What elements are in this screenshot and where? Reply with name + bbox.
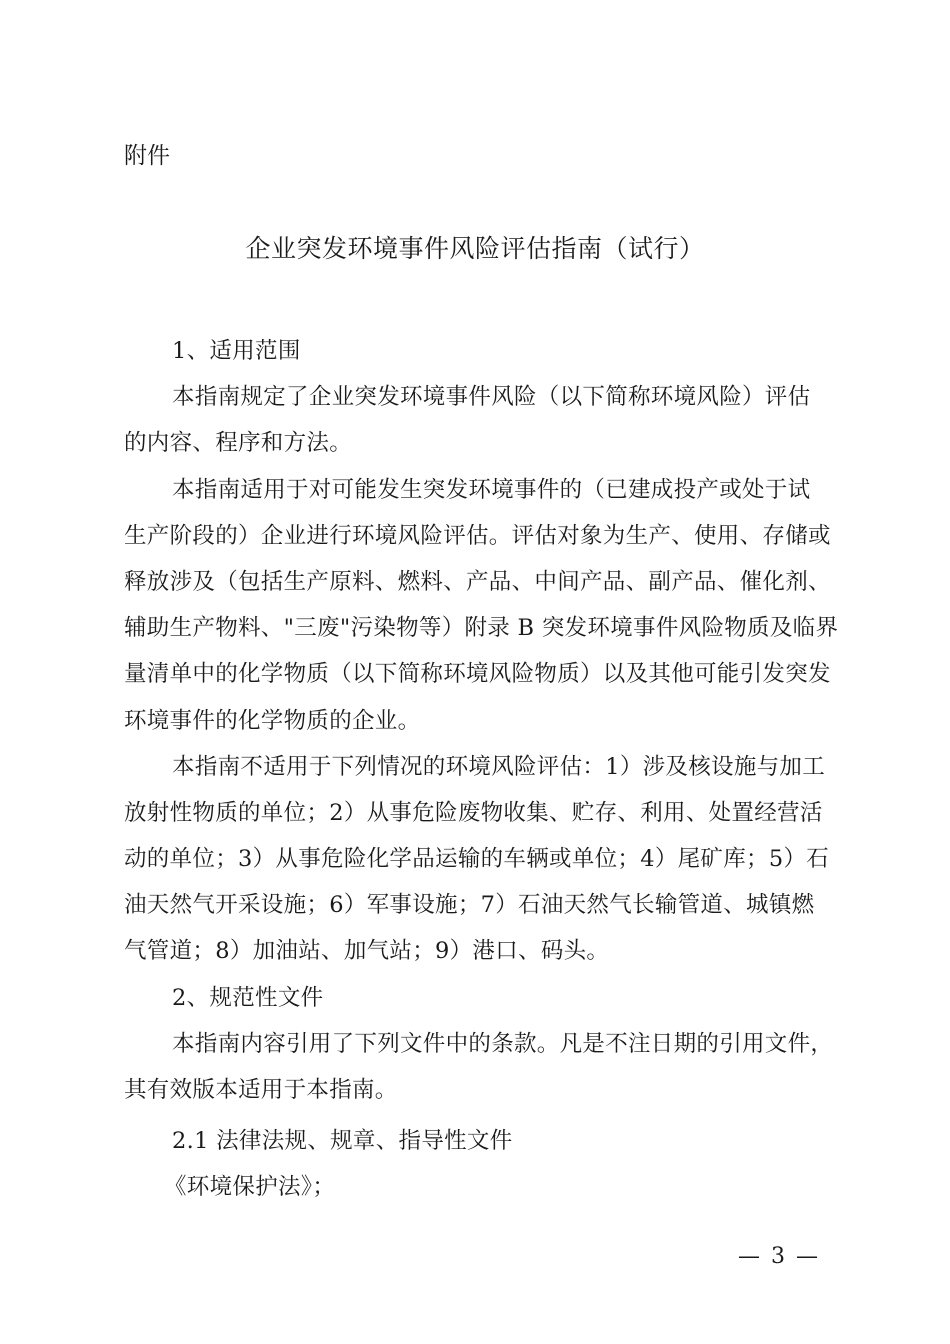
document-body [124,328,840,1113]
document-title: 企业突发环境事件风险评估指南（试行） [245,234,705,263]
section-heading-normative-documents: 2、规范性文件 [172,984,324,1011]
annex-label: 附件 [124,143,170,169]
paragraph-line: 本指南适用于对可能发生突发环境事件的（已建成投产或处于试 [172,476,811,503]
paragraph-line: 环境事件的化学物质的企业。 [124,707,421,734]
paragraph-line: 生产阶段的）企业进行环境风险评估。评估对象为生产、使用、存储或 [124,522,831,549]
paragraph-line: 其有效版本适用于本指南。 [124,1077,398,1103]
page-number: — 3 — [738,1244,820,1269]
paragraph-line: 气管道；8）加油站、加气站；9）港口、码头。 [124,938,610,965]
paragraph-line: 辅助生产物料、"三废"污染物等）附录 B 突发环境事件风险物质及临界 [124,615,839,642]
paragraph-line: 释放涉及（包括生产原料、燃料、产品、中间产品、副产品、催化剂、 [124,568,831,595]
paragraph-line: 动的单位；3）从事危险化学品运输的车辆或单位；4）尾矿库；5）石 [124,846,830,873]
paragraph-line: 量清单中的化学物质（以下简称环境风险物质）以及其他可能引发突发 [124,661,831,688]
paragraph-line: 放射性物质的单位；2）从事危险废物收集、贮存、利用、处置经营活 [124,799,823,826]
subsection-heading-laws: 2.1 法律法规、规章、指导性文件 [172,1128,513,1154]
law-item: 《环境保护法》； [164,1174,336,1201]
paragraph-line: 本指南规定了企业突发环境事件风险（以下简称环境风险）评估 [172,384,811,411]
section-heading-scope: 1、适用范围 [172,338,301,364]
paragraph-line: 本指南不适用于下列情况的环境风险评估：1）涉及核设施与加工 [172,753,826,780]
paragraph-line: 油天然气开采设施；6）军事设施；7）石油天然气长输管道、城镇燃 [124,892,815,919]
subsection-block [124,1118,840,1210]
paragraph-line: 本指南内容引用了下列文件中的条款。凡是不注日期的引用文件， [172,1030,834,1057]
paragraph-line: 的内容、程序和方法。 [124,430,353,457]
